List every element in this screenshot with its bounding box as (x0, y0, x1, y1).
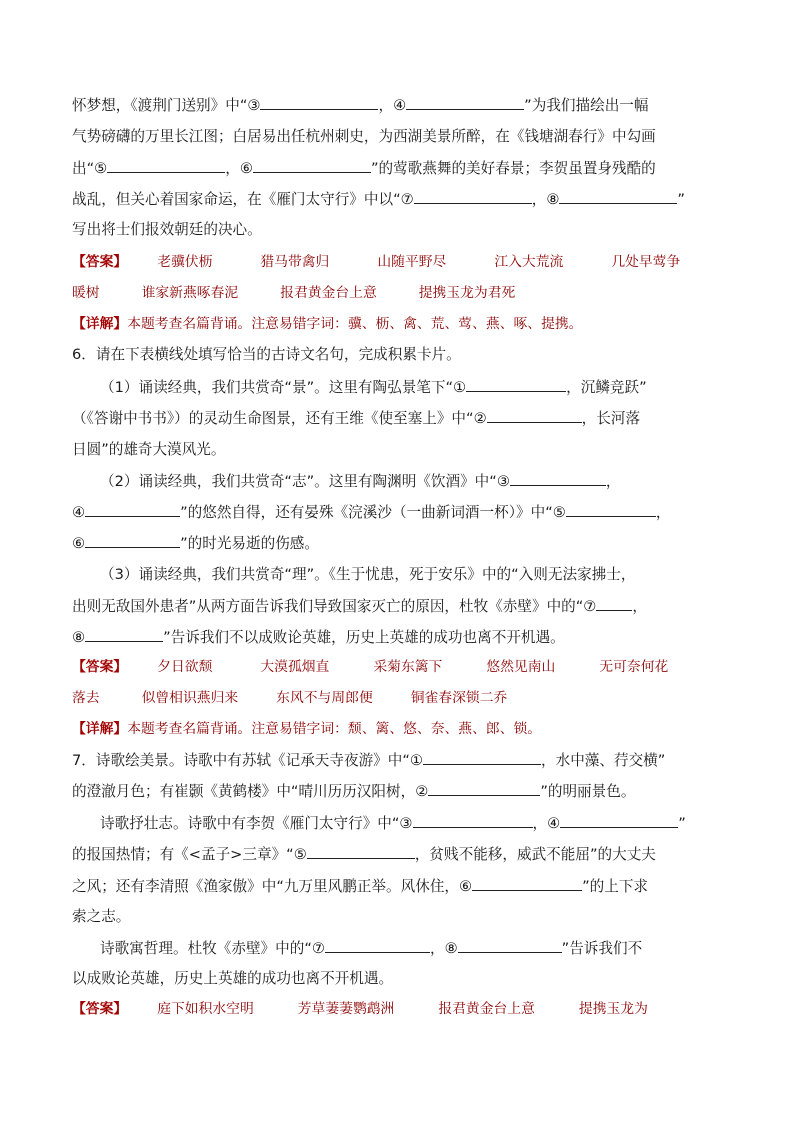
answer-item: 落去 (72, 690, 100, 706)
answer-blank[interactable] (260, 95, 378, 110)
q6-line-7: ⑥ ”的时光易逝的伤感。 (72, 535, 319, 552)
q6-line-4: 日圆”的雄奇大漠风光。 (72, 441, 226, 458)
detail-label: 【详解】 (72, 316, 128, 332)
q6-line-3: （《答谢中书书》）的灵动生命图景，还有王维《使至塞上》中“② ，长河落 (72, 410, 641, 427)
q6-line-10: ⑧ ”告诉我们不以成败论英雄，历史上英雄的成功也离不开机遇。 (72, 629, 565, 646)
q7-line-2: 的澄澈月色；有崔颢《黄鹤楼》中“晴川历历汉阳树，② ”的明丽景色。 (72, 783, 636, 800)
answer-blank[interactable] (253, 158, 371, 173)
detail-label: 【详解】 (72, 721, 128, 737)
q5-detail (72, 314, 582, 334)
answer-item: 提携玉龙为 (578, 1001, 648, 1017)
q7-line-4: 的报国热情；有《<孟子>三章》“⑤ ，贫贱不能移，威武不能屈”的大丈夫 (72, 846, 656, 863)
q5-answer-row-2 (72, 283, 515, 303)
answer-item: 无可奈何花 (599, 659, 669, 675)
answer-blank[interactable] (325, 938, 430, 953)
answer-blank[interactable] (596, 596, 632, 611)
q5-line-1: 怀梦想，《渡荆门送别》中“③ ，④ ”为我们描绘出一幅 (72, 97, 649, 114)
q6-line-8: （3）诵读经典，我们共赏奇“理”。《生于忧患，死于安乐》中的“入则无法家拂士， (100, 566, 636, 583)
answer-blank[interactable] (566, 502, 656, 517)
answer-item: 芳草萋萋鹦鹉洲 (297, 1001, 395, 1017)
q5-line-2: 气势磅礴的万里长江图；白居易出任杭州刺史，为西湖美景所醉，在《钱塘湖春行》中勾画 (72, 128, 656, 145)
answer-blank[interactable] (560, 813, 678, 828)
answer-blank[interactable] (559, 189, 677, 204)
answer-item: 大漠孤烟直 (260, 659, 330, 675)
answer-item: 几处早莺争 (611, 254, 681, 270)
answer-item: 老骥伏枥 (157, 254, 213, 270)
answer-item: 夕日欲颓 (157, 659, 213, 675)
answer-blank[interactable] (510, 471, 606, 486)
q7-line-3: 诗歌抒壮志。诗歌中有李贺《雁门太守行》中“③ ，④ ” (100, 815, 686, 832)
answer-blank[interactable] (458, 938, 562, 953)
q5-line-5: 写出将士们报效朝廷的决心。 (72, 221, 262, 238)
answer-blank[interactable] (466, 377, 566, 392)
q6-answer-row-1 (72, 657, 668, 677)
q5-line-4: 战乱，但关心着国家命运，在《雁门太守行》中以“⑦ ，⑧ ” (72, 191, 685, 208)
answer-item: 东风不与周郎便 (276, 690, 373, 706)
answer-blank[interactable] (107, 158, 225, 173)
q6-detail (72, 719, 541, 739)
answer-item: 报君黄金台上意 (280, 285, 377, 301)
answer-item: 似曾相识燕归来 (141, 690, 239, 706)
answer-blank[interactable] (423, 750, 541, 765)
q6-line-5: （2）诵读经典，我们共赏奇“志”。这里有陶渊明《饮酒》中“③ ， (100, 473, 621, 490)
answer-item: 庭下如积水空明 (157, 1001, 254, 1017)
q7-line-7: 诗歌寓哲理。杜牧《赤壁》中的“⑦ ，⑧ ”告诉我们不 (100, 940, 643, 957)
q7-line-6: 索之志。 (72, 908, 131, 925)
answer-blank[interactable] (428, 781, 540, 796)
q7-line-5: 之风；还有李清照《渔家傲》中“九万里风鹏正举。风休住，⑥ ”的上下求 (72, 878, 649, 895)
answer-label: 【答案】 (72, 1001, 128, 1017)
answer-blank[interactable] (413, 813, 533, 828)
answer-blank[interactable] (487, 408, 582, 423)
answer-item: 铜雀春深锁二乔 (410, 690, 508, 706)
answer-label: 【答案】 (72, 659, 128, 675)
q7-answer-row-1 (72, 999, 648, 1019)
q5-answer-row-1 (72, 252, 680, 272)
detail-text: 本题考查名篇背诵。注意易错字词：骥、枥、禽、荒、莺、燕、啄、提携。 (127, 316, 583, 332)
answer-blank[interactable] (85, 533, 180, 548)
answer-item: 采菊东篱下 (373, 659, 443, 675)
answer-blank[interactable] (307, 844, 415, 859)
q6-answer-row-2 (72, 688, 507, 708)
answer-blank[interactable] (406, 95, 524, 110)
answer-item: 悠然见南山 (486, 659, 556, 675)
answer-item: 江入大荒流 (494, 254, 564, 270)
q6-prompt: 6．请在下表横线处填写恰当的古诗文名句，完成积累卡片。 (72, 346, 461, 363)
q6-line-2: （1）诵读经典，我们共赏奇“景”。这里有陶弘景笔下“① ，沉鳞竞跃” (100, 379, 647, 396)
answer-blank[interactable] (472, 876, 582, 891)
answer-blank[interactable] (85, 502, 180, 517)
q5-line-3: 出“⑤ ，⑥ ”的莺歌燕舞的美好春景；李贺虽置身残酷的 (72, 160, 656, 177)
answer-blank[interactable] (414, 189, 532, 204)
answer-label: 【答案】 (72, 254, 128, 270)
answer-item: 谁家新燕啄春泥 (141, 285, 239, 301)
answer-item: 暖树 (72, 285, 100, 301)
answer-item: 山随平野尽 (377, 254, 447, 270)
q6-line-9: 出则无敌国外患者”从两方面告诉我们导致国家灭亡的原因，杜牧《赤壁》中的“⑦ ， (72, 598, 648, 615)
answer-blank[interactable] (85, 627, 163, 642)
q6-line-6: ④ ”的悠然自得，还有晏殊《浣溪沙（一曲新词酒一杯）》中“⑤ ， (72, 504, 671, 521)
detail-text: 本题考查名篇背诵。注意易错字词：颓、篱、悠、奈、燕、郎、锁。 (127, 721, 542, 737)
q7-line-1: 7．诗歌绘美景。诗歌中有苏轼《记承天寺夜游》中“① ，水中藻、荇交横” (72, 752, 666, 769)
answer-item: 报君黄金台上意 (438, 1001, 535, 1017)
answer-item: 猎马带禽归 (260, 254, 330, 270)
answer-item: 提携玉龙为君死 (418, 285, 516, 301)
q7-line-8: 以成败论英雄，历史上英雄的成功也离不开机遇。 (72, 970, 394, 987)
